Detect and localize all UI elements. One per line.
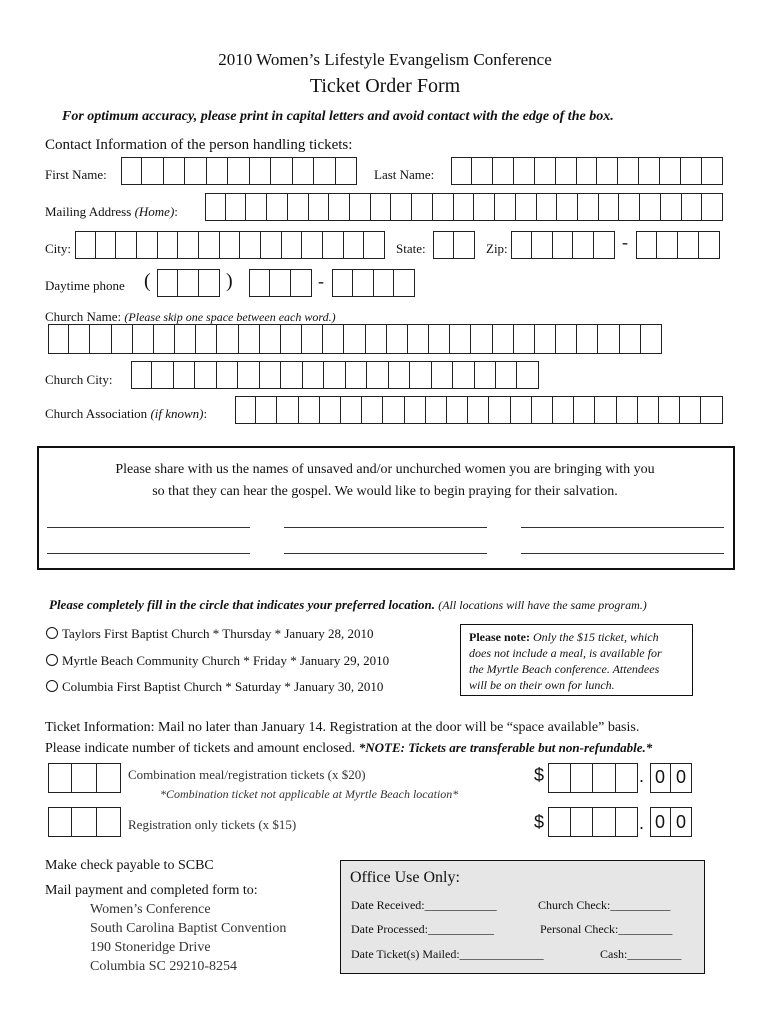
combo-ticket-note: *Combination ticket not applicable at Myrtle Beach location* [160,787,459,801]
char-box[interactable] [433,193,454,221]
char-box[interactable] [362,396,383,424]
char-box[interactable] [75,231,96,259]
char-box[interactable] [472,157,493,185]
char-box[interactable] [661,193,682,221]
location-option-myrtle-beach[interactable] [46,653,389,669]
char-box[interactable] [553,231,574,259]
char-box[interactable] [616,807,639,837]
mailing-address-colon: : [174,204,178,219]
combo-cents-digit: 0 [655,767,666,787]
char-box[interactable] [158,231,179,259]
guest-name-line[interactable] [521,553,724,554]
location-option-label: Myrtle Beach Community Church * Friday * January 29, 2010 [62,653,390,668]
char-box[interactable] [657,231,678,259]
char-box[interactable] [682,193,703,221]
char-box[interactable] [185,157,206,185]
char-box[interactable] [364,231,385,259]
daytime-phone-label: Daytime phone [45,278,125,293]
char-box[interactable] [154,324,175,354]
char-box[interactable] [121,157,142,185]
char-box[interactable] [90,324,111,354]
phone-paren-open: ( [144,270,151,292]
mail-address-line: South Carolina Baptist Convention [90,921,287,936]
char-box[interactable] [617,396,638,424]
char-box[interactable] [387,324,408,354]
char-box[interactable] [288,193,309,221]
char-box[interactable] [137,231,158,259]
char-box[interactable] [271,157,292,185]
church-city-label: Church City: [45,372,113,387]
church-association-hint: (if known) [150,406,204,421]
char-box[interactable] [701,396,722,424]
char-box[interactable] [618,157,639,185]
char-box[interactable] [571,763,594,793]
char-box[interactable] [620,324,641,354]
char-box[interactable] [577,324,598,354]
location-option-columbia[interactable] [46,679,383,695]
char-box[interactable] [577,157,598,185]
combo-cents-digit: 0 [676,767,687,787]
church-name-text: Church Name: [45,309,122,324]
char-box[interactable] [678,231,699,259]
char-box[interactable] [199,269,220,297]
char-box[interactable] [451,157,472,185]
please-note-line4: will be on their own for lunch. [469,678,615,692]
char-box[interactable] [537,193,558,221]
char-box[interactable] [152,361,173,389]
phone-prefix-field[interactable] [249,269,312,297]
char-box[interactable] [97,763,121,793]
please-note-label: Please note: [469,630,530,644]
guest-name-line[interactable] [284,527,487,528]
char-box[interactable] [454,193,475,221]
char-box[interactable] [412,193,433,221]
char-box[interactable] [454,231,475,259]
char-box[interactable] [702,157,723,185]
church-name-hint: (Please skip one space between each word.) [124,310,336,324]
char-box[interactable] [595,396,616,424]
zip-label: Zip: [486,241,508,256]
char-box[interactable] [332,269,353,297]
city-field[interactable] [75,231,385,259]
char-box[interactable] [260,361,281,389]
char-box[interactable] [281,324,302,354]
char-box[interactable] [680,396,701,424]
church-association-colon: : [203,406,208,421]
location-instruction-row [49,597,647,613]
char-box[interactable] [178,231,199,259]
char-box[interactable] [366,324,387,354]
guest-name-line[interactable] [47,527,250,528]
char-box[interactable] [267,193,288,221]
mail-to-text: Mail payment and completed form to: [45,883,258,898]
mailing-address-text: Mailing Address [45,204,132,219]
state-field[interactable] [433,231,475,259]
char-box[interactable] [408,324,429,354]
char-box[interactable] [350,193,371,221]
check-payable-text: Make check payable to SCBC [45,858,214,873]
char-box[interactable] [511,231,532,259]
char-box[interactable] [235,396,256,424]
char-box[interactable] [226,193,247,221]
char-box[interactable] [548,763,571,793]
char-box[interactable] [495,193,516,221]
char-box[interactable] [48,807,72,837]
char-box[interactable] [496,361,517,389]
location-instruction: Please completely fill in the circle that indicates your preferred location. [49,597,435,612]
char-box[interactable] [299,396,320,424]
guest-name-line[interactable] [47,553,250,554]
office-use-title: Office Use Only: [350,869,460,886]
char-box[interactable] [394,269,415,297]
phone-area-code-field[interactable] [157,269,220,297]
mailing-address-home: (Home) [134,204,175,219]
char-box[interactable] [277,396,298,424]
reg-cents-digit: 0 [676,812,687,832]
char-box[interactable] [205,193,226,221]
church-name-field[interactable] [48,324,662,354]
please-note-line1 [469,630,659,645]
combo-ticket-label: Combination meal/registration tickets (x $20) [128,767,366,782]
char-box[interactable] [217,324,238,354]
char-box[interactable] [493,324,514,354]
date-received-field: Date Received:____________ [351,898,497,912]
char-box[interactable] [699,231,720,259]
contact-section-title: Contact Information of the person handling tickets: [45,137,353,153]
combo-decimal-point: . [639,766,645,786]
char-box[interactable] [556,324,577,354]
char-box[interactable] [599,193,620,221]
char-box[interactable] [157,269,178,297]
phone-dash: - [318,271,324,291]
char-box[interactable] [405,396,426,424]
print-instruction: For optimum accuracy, please print in capital letters and avoid contact with the edge of the box. [62,109,614,124]
first-name-field[interactable] [121,157,357,185]
conference-title: 2010 Women’s Lifestyle Evangelism Conference [218,50,552,69]
char-box[interactable] [389,361,410,389]
char-box[interactable] [556,157,577,185]
char-box[interactable] [594,231,615,259]
ticket-info-line1 [45,720,639,736]
ticket-transfer-note: *NOTE: Tickets are transferable but non-refundable.* [358,740,653,755]
date-processed-field: Date Processed:___________ [351,922,494,936]
char-box[interactable] [450,324,471,354]
char-box[interactable] [659,396,680,424]
church-association-field[interactable] [235,396,723,424]
char-box[interactable] [336,157,357,185]
char-box[interactable] [199,231,220,259]
reg-ticket-count-field[interactable] [48,807,121,837]
char-box[interactable] [309,193,330,221]
char-box[interactable] [553,396,574,424]
char-box[interactable] [391,193,412,221]
char-box[interactable] [374,269,395,297]
mail-address-line: Women’s Conference [90,902,211,917]
char-box[interactable] [616,763,639,793]
char-box[interactable] [468,396,489,424]
char-box[interactable] [532,231,553,259]
char-box[interactable] [178,269,199,297]
char-box[interactable] [195,361,216,389]
ticket-info-text: Mail no later than January 14. Registration at the door will be “space available” basis. [158,720,640,735]
radio-circle-icon[interactable] [46,654,58,666]
char-box[interactable] [514,324,535,354]
char-box[interactable] [636,231,657,259]
church-association-label [45,406,207,422]
char-box[interactable] [96,231,117,259]
char-box[interactable] [131,361,152,389]
mail-address-line: Columbia SC 29210-8254 [90,959,238,974]
char-box[interactable] [367,361,388,389]
char-box[interactable] [314,157,335,185]
char-box[interactable] [291,269,312,297]
char-box[interactable] [323,231,344,259]
phone-paren-close: ) [226,270,233,292]
reg-dollar-sign: $ [534,812,545,832]
char-box[interactable] [217,361,238,389]
church-check-field: Church Check:__________ [538,898,671,912]
char-box[interactable] [240,231,261,259]
char-box[interactable] [72,807,96,837]
char-box[interactable] [239,324,260,354]
char-box[interactable] [557,193,578,221]
char-box[interactable] [489,396,510,424]
char-box[interactable] [97,807,121,837]
char-box[interactable] [578,193,599,221]
char-box[interactable] [112,324,133,354]
reg-amount-field[interactable] [548,807,638,837]
char-box[interactable] [302,231,323,259]
char-box[interactable] [344,231,365,259]
mail-address-line: 190 Stoneridge Drive [90,940,211,955]
char-box[interactable] [548,807,571,837]
char-box[interactable] [341,396,362,424]
char-box[interactable] [597,157,618,185]
char-box[interactable] [598,324,619,354]
last-name-field[interactable] [451,157,723,185]
please-note-line2: does not include a meal, is available for [469,646,662,660]
char-box[interactable] [571,807,594,837]
char-box[interactable] [574,396,595,424]
char-box[interactable] [702,193,723,221]
char-box[interactable] [535,324,556,354]
radio-circle-icon[interactable] [46,627,58,639]
state-label: State: [396,241,426,256]
share-text-line1: Please share with us the names of unsaved and/or unchurched women you are bringing with you [115,462,655,477]
char-box[interactable] [511,396,532,424]
char-box[interactable] [261,231,282,259]
share-text-line2: so that they can hear the gospel. We would like to begin praying for their salvation. [152,484,618,499]
char-box[interactable] [196,324,217,354]
char-box[interactable] [344,324,365,354]
char-box[interactable] [48,324,69,354]
char-box[interactable] [329,193,350,221]
char-box[interactable] [142,157,163,185]
location-option-label: Taylors First Baptist Church * Thursday * January 28, 2010 [62,626,374,641]
char-box[interactable] [474,193,495,221]
combo-ticket-count-field[interactable] [48,763,121,793]
char-box[interactable] [532,396,553,424]
char-box[interactable] [116,231,137,259]
char-box[interactable] [249,269,270,297]
reg-decimal-point: . [639,813,645,833]
church-city-field[interactable] [131,361,539,389]
char-box[interactable] [302,324,323,354]
char-box[interactable] [256,396,277,424]
char-box[interactable] [471,324,492,354]
combo-amount-field[interactable] [548,763,638,793]
char-box[interactable] [660,157,681,185]
char-box[interactable] [453,361,474,389]
char-box[interactable] [270,269,291,297]
char-box[interactable] [207,157,228,185]
char-box[interactable] [303,361,324,389]
char-box[interactable] [48,763,72,793]
church-association-text: Church Association [45,406,148,421]
char-box[interactable] [638,396,659,424]
char-box[interactable] [516,193,537,221]
ticket-info-label: Ticket Information: [45,720,155,735]
char-box[interactable] [619,193,640,221]
zip-field[interactable] [511,231,615,259]
radio-circle-icon[interactable] [46,680,58,692]
form-title: Ticket Order Form [309,75,461,97]
char-box[interactable] [250,157,271,185]
char-box[interactable] [641,324,662,354]
char-box[interactable] [681,157,702,185]
last-name-label: Last Name: [374,167,435,182]
char-box[interactable] [432,361,453,389]
location-option-taylors[interactable] [46,626,374,642]
char-box[interactable] [493,157,514,185]
char-box[interactable] [174,361,195,389]
char-box[interactable] [133,324,154,354]
char-box[interactable] [260,324,281,354]
char-box[interactable] [573,231,594,259]
char-box[interactable] [426,396,447,424]
char-box[interactable] [640,193,661,221]
char-box[interactable] [433,231,454,259]
char-box[interactable] [228,157,249,185]
char-box[interactable] [639,157,660,185]
char-box[interactable] [371,193,392,221]
combo-dollar-sign: $ [534,765,545,785]
char-box[interactable] [69,324,90,354]
char-box[interactable] [324,361,345,389]
zip-dash: - [622,232,628,252]
ticket-info-line2 [45,740,652,757]
date-mailed-field: Date Ticket(s) Mailed:______________ [351,947,544,961]
reg-only-ticket-label: Registration only tickets (x $15) [128,817,297,832]
char-box[interactable] [517,361,538,389]
reg-cents-digit: 0 [655,812,666,832]
location-note: (All locations will have the same program.) [438,598,647,612]
first-name-label: First Name: [45,167,107,182]
char-box[interactable] [323,324,344,354]
please-note-text: Only the $15 ticket, which [532,630,659,644]
char-box[interactable] [220,231,241,259]
char-box[interactable] [514,157,535,185]
phone-line-field[interactable] [332,269,415,297]
char-box[interactable] [593,807,616,837]
char-box[interactable] [238,361,259,389]
char-box[interactable] [282,231,303,259]
char-box[interactable] [353,269,374,297]
location-option-label: Columbia First Baptist Church * Saturday * January 30, 2010 [62,679,384,694]
char-box[interactable] [383,396,404,424]
char-box[interactable] [320,396,341,424]
char-box[interactable] [293,157,314,185]
char-box[interactable] [447,396,468,424]
please-note-line3: the Myrtle Beach conference. Attendees [469,662,660,676]
char-box[interactable] [346,361,367,389]
char-box[interactable] [164,157,185,185]
personal-check-field: Personal Check:_________ [540,922,673,936]
char-box[interactable] [246,193,267,221]
mailing-address-label [45,204,178,220]
zip-plus4-field[interactable] [636,231,720,259]
guest-name-line[interactable] [521,527,724,528]
char-box[interactable] [475,361,496,389]
char-box[interactable] [535,157,556,185]
church-name-label [45,309,336,325]
char-box[interactable] [281,361,302,389]
guest-name-line[interactable] [284,553,487,554]
city-label: City: [45,241,72,256]
char-box[interactable] [429,324,450,354]
char-box[interactable] [593,763,616,793]
char-box[interactable] [175,324,196,354]
char-box[interactable] [410,361,431,389]
char-box[interactable] [72,763,96,793]
cash-field: Cash:_________ [600,947,682,961]
mailing-address-field[interactable] [205,193,723,221]
ticket-info-text2: Please indicate number of tickets and amount enclosed. [45,741,356,756]
